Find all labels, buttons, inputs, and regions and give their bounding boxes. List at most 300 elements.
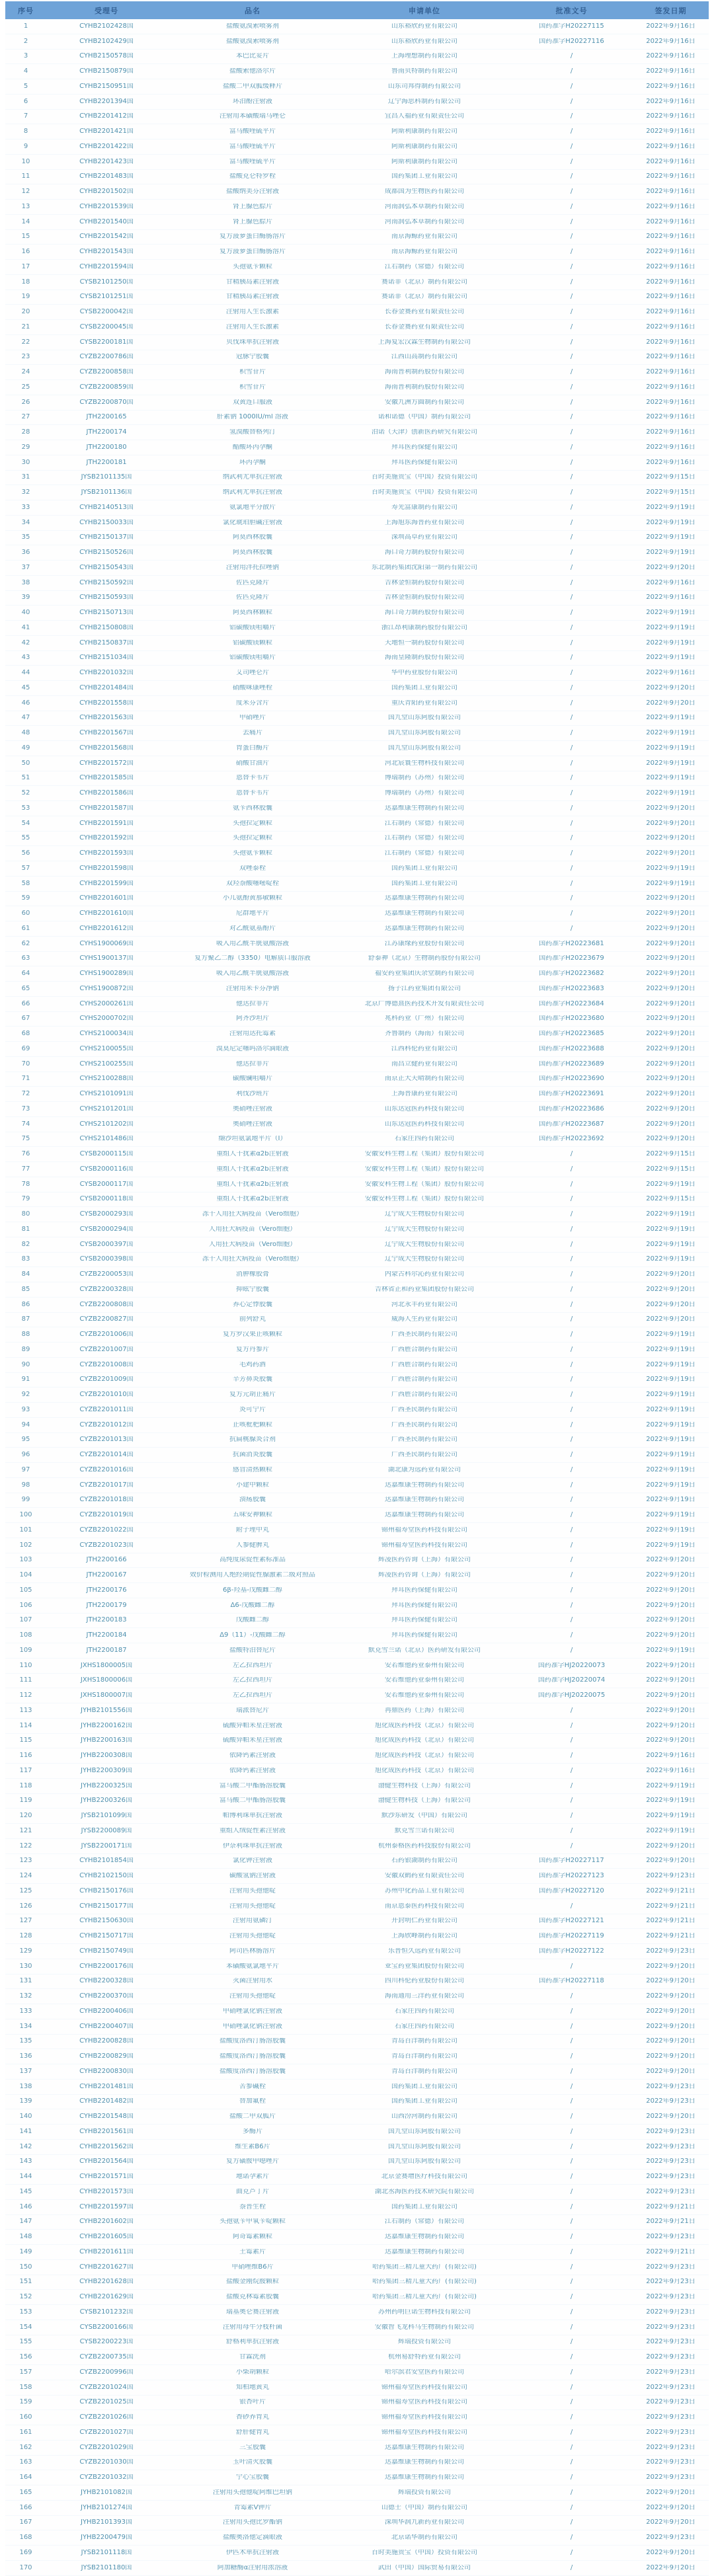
cell-approval-no: / [570, 699, 573, 707]
cell-product-name: 替加氟栓 [239, 2098, 266, 2105]
cell-product-name: 利伐沙班片 [236, 1091, 269, 1098]
cell-product-name: 阿莫西林颗粒 [233, 609, 272, 617]
cell-product-name: 注射用头孢他啶阿维巴坦钠 [213, 2489, 292, 2496]
table-row [5, 2155, 709, 2170]
table-row [5, 1448, 709, 1463]
cell-index: 142 [19, 2143, 32, 2150]
cell-index: 5 [23, 83, 28, 90]
cell-acceptance-no: CYHB2200370国 [79, 1993, 134, 2000]
cell-acceptance-no: CYSB2200042国 [79, 309, 134, 316]
cell-applicant: 北京金赛增医疗科技有限公司 [381, 2173, 467, 2181]
cell-product-name: 盐酸度洛西汀肠溶胶囊 [219, 2038, 286, 2045]
cell-index: 153 [19, 2308, 32, 2316]
cell-applicant: 海南皇隆制药股份有限公司 [385, 654, 464, 662]
cell-approval-no: / [570, 2564, 573, 2571]
cell-applicant: 旭化成医药科技（北京）有限公司 [375, 1752, 474, 1760]
cell-acceptance-no: CYHB2102428国 [79, 22, 134, 30]
cell-product-name: 阿莫西林胶囊 [233, 534, 272, 541]
cell-index: 147 [19, 2218, 32, 2226]
cell-acceptance-no: CYHS2101201国 [79, 1105, 134, 1112]
cell-product-name: 缬沙坦氨氯地平片（Ⅰ） [218, 1136, 287, 1143]
cell-approval-no: / [570, 188, 573, 196]
table-row [5, 1493, 709, 1508]
cell-product-name: 度米芬含片 [236, 699, 269, 707]
cell-approval-no: / [570, 1226, 573, 1233]
cell-product-name: 注射用泮托拉唑钠 [226, 564, 279, 571]
cell-product-name: 抑眩宁胶囊 [236, 1286, 269, 1293]
cell-index: 78 [21, 1181, 30, 1188]
cell-applicant: 安若维他药业泰州有限公司 [385, 1677, 464, 1684]
cell-applicant: 南京海鲸药业有限公司 [391, 249, 457, 256]
table-row [5, 1944, 709, 1959]
cell-approval-no: / [570, 158, 573, 165]
table-row [5, 1508, 709, 1523]
cell-approval-no: 国药准字HJ20220075 [537, 1692, 606, 1699]
cell-approval-no: / [570, 684, 573, 691]
cell-index: 74 [21, 1120, 30, 1128]
cell-index: 61 [21, 925, 30, 932]
cell-issue-date: 2022年9月20日 [646, 1301, 695, 1308]
cell-index: 146 [19, 2203, 32, 2210]
cell-applicant: 上海复宏汉霖生物制药有限公司 [378, 338, 471, 346]
table-row [5, 982, 709, 997]
cell-applicant: 江苏康缘药业股份有限公司 [385, 940, 464, 947]
cell-issue-date: 2022年9月16日 [646, 670, 695, 677]
cell-index: 49 [21, 744, 30, 752]
cell-applicant: 海口奇力制药股份有限公司 [385, 609, 464, 617]
cell-acceptance-no: CYHB2150879国 [79, 68, 134, 75]
cell-issue-date: 2022年9月23日 [646, 2354, 695, 2361]
cell-issue-date: 2022年9月20日 [646, 684, 695, 691]
cell-approval-no: / [570, 835, 573, 842]
cell-acceptance-no: CYHB2150837国 [79, 639, 134, 646]
cell-applicant: 安若维他药业泰州有限公司 [385, 1692, 464, 1699]
cell-issue-date: 2022年9月20日 [646, 2504, 695, 2511]
cell-applicant: 青岛百洋制药有限公司 [391, 2053, 457, 2060]
cell-issue-date: 2022年9月19日 [646, 1361, 695, 1368]
cell-approval-no: / [570, 2008, 573, 2015]
cell-applicant: 达嘉维康生物制药有限公司 [385, 2474, 464, 2481]
cell-applicant: 四川科伦药业股份有限公司 [385, 1978, 464, 1985]
cell-index: 86 [21, 1301, 30, 1308]
cell-product-name: 重组人干扰素α2b注射液 [216, 1181, 289, 1188]
cell-acceptance-no: JYSB2200089国 [81, 1827, 132, 1834]
cell-product-name: 伊匹木单抗注射液 [226, 2549, 279, 2556]
cell-applicant: 辽宁成大生物股份有限公司 [385, 1211, 464, 1218]
cell-applicant: 国药集团工业有限公司 [391, 684, 457, 691]
cell-product-name: 注射用人生长激素 [226, 323, 279, 331]
cell-applicant: 赛诺菲（北京）制药有限公司 [381, 293, 467, 301]
cell-acceptance-no: CYHS2100288国 [79, 1075, 134, 1083]
cell-applicant: 扬子江药业集团有限公司 [388, 985, 461, 992]
table-row [5, 1598, 709, 1614]
cell-product-name: 复方元胡止痛片 [229, 1391, 276, 1399]
cell-approval-no: 国药准字H20223679 [539, 955, 604, 962]
cell-approval-no: / [570, 1542, 573, 1549]
cell-product-name: 双黄连口服液 [233, 399, 272, 406]
cell-index: 80 [21, 1211, 30, 1218]
cell-applicant: 哈尔滨君安堂医药有限公司 [385, 2368, 464, 2376]
cell-approval-no: / [570, 474, 573, 481]
cell-index: 34 [21, 519, 30, 526]
cell-product-name: 土霉素片 [239, 2248, 266, 2255]
cell-product-name: 硝酸咪康唑栓 [233, 684, 272, 691]
cell-applicant: 青岛百洋制药有限公司 [391, 2068, 457, 2075]
cell-approval-no: / [570, 98, 573, 105]
cell-index: 68 [21, 1031, 30, 1038]
cell-applicant: 达嘉维康生物制药有限公司 [385, 910, 464, 917]
table-row [5, 2035, 709, 2050]
cell-index: 138 [19, 2083, 32, 2090]
table-row [5, 2335, 709, 2351]
table-row [5, 230, 709, 245]
cell-acceptance-no: JTH2200176 [86, 1586, 127, 1594]
cell-acceptance-no: CYHB2201598国 [79, 865, 134, 872]
cell-applicant: 石家庄四药有限公司 [395, 1136, 454, 1143]
cell-product-name: 注射用人生长激素 [226, 309, 279, 316]
cell-issue-date: 2022年9月21日 [646, 1933, 695, 1940]
cell-issue-date: 2022年9月23日 [646, 2294, 695, 2301]
cell-applicant: 南京正大天晴制药有限公司 [385, 1075, 464, 1083]
table-row [5, 410, 709, 426]
cell-product-name: 盐酸度洛西汀肠溶胶囊 [219, 2053, 286, 2060]
cell-index: 31 [21, 474, 30, 481]
cell-product-name: 小建中颗粒 [236, 1481, 269, 1489]
cell-product-name: 甲硝唑氯化钠注射液 [223, 2008, 282, 2015]
cell-approval-no: / [570, 2489, 573, 2496]
cell-product-name: 冻干人用狂犬病疫苗（Vero细胞） [202, 1256, 303, 1263]
cell-approval-no: / [570, 654, 573, 662]
cell-acceptance-no: CYHB2150137国 [79, 534, 134, 541]
cell-applicant: 苏州中化药品工业有限公司 [385, 1887, 464, 1894]
cell-issue-date: 2022年9月20日 [646, 699, 695, 707]
cell-acceptance-no: CYHB2201628国 [79, 2279, 134, 2286]
cell-issue-date: 2022年9月21日 [646, 1918, 695, 1925]
table-row [5, 275, 709, 290]
cell-issue-date: 2022年9月20日 [646, 1993, 695, 2000]
cell-approval-no: / [570, 1722, 573, 1729]
cell-index: 129 [19, 1947, 32, 1955]
cell-acceptance-no: CYSB2000397国 [79, 1241, 134, 1248]
cell-issue-date: 2022年9月23日 [646, 2339, 695, 2346]
table-row [5, 561, 709, 576]
cell-approval-no: / [570, 2234, 573, 2241]
cell-index: 14 [21, 218, 30, 225]
cell-index: 28 [21, 429, 30, 436]
cell-applicant: 旭化成医药科技（北京）有限公司 [375, 1767, 474, 1774]
cell-applicant: 拜耳医药保健有限公司 [391, 1617, 457, 1624]
table-row [5, 1463, 709, 1478]
table-row [5, 1929, 709, 1944]
cell-acceptance-no: JYSB2101180国 [81, 2564, 132, 2571]
cell-issue-date: 2022年9月20日 [646, 1015, 695, 1023]
cell-issue-date: 2022年9月20日 [646, 1963, 695, 1970]
cell-issue-date: 2022年9月19日 [646, 775, 695, 782]
table-row [5, 50, 709, 65]
table-row [5, 892, 709, 907]
cell-acceptance-no: CYZB2201008国 [79, 1361, 134, 1368]
cell-issue-date: 2022年9月23日 [646, 1947, 695, 1955]
cell-index: 77 [21, 1165, 30, 1173]
cell-index: 166 [19, 2504, 32, 2511]
cell-applicant: 哈药集团三精儿童大药厂(有限公司) [372, 2279, 477, 2286]
cell-approval-no: / [570, 2128, 573, 2135]
table-row [5, 1854, 709, 1869]
cell-applicant: 上海理想制药有限公司 [391, 53, 457, 60]
cell-acceptance-no: CYHS2101486国 [79, 1136, 134, 1143]
table-row [5, 2080, 709, 2095]
cell-issue-date: 2022年9月16日 [646, 369, 695, 376]
cell-acceptance-no: CYHS2101202国 [79, 1120, 134, 1128]
cell-applicant: 河北永丰药业有限公司 [391, 1301, 457, 1308]
table-row [5, 1042, 709, 1057]
cell-issue-date: 2022年9月20日 [646, 564, 695, 571]
cell-product-name: 舒格利单抗注射液 [226, 2339, 279, 2346]
cell-index: 164 [19, 2474, 32, 2481]
table-row [5, 1824, 709, 1839]
cell-product-name: 注射用头孢比罗酯钠 [223, 2519, 282, 2526]
cell-product-name: 重组人干扰素α2b注射液 [216, 1196, 289, 1203]
cell-approval-no: / [570, 369, 573, 376]
cell-index: 137 [19, 2068, 32, 2075]
cell-approval-no: / [570, 624, 573, 631]
cell-issue-date: 2022年9月20日 [646, 1316, 695, 1323]
cell-approval-no: / [570, 579, 573, 586]
cell-index: 149 [19, 2248, 32, 2255]
cell-issue-date: 2022年9月20日 [646, 1842, 695, 1850]
cell-approval-no: / [570, 1481, 573, 1489]
cell-approval-no: / [570, 383, 573, 391]
cell-issue-date: 2022年9月23日 [646, 1873, 695, 1880]
cell-issue-date: 2022年9月16日 [646, 158, 695, 165]
cell-index: 9 [23, 143, 28, 150]
cell-index: 112 [19, 1692, 32, 1699]
cell-issue-date: 2022年9月20日 [646, 1120, 695, 1128]
cell-product-name: 阿加糖酶α注射用浓溶液 [217, 2564, 288, 2571]
table-row [5, 1809, 709, 1824]
cell-acceptance-no: CYHB2201629国 [79, 2294, 134, 2301]
cell-acceptance-no: CYHB2150033国 [79, 519, 134, 526]
cell-index: 24 [21, 369, 30, 376]
cell-applicant: 海南通用三洋药业有限公司 [385, 1993, 464, 2000]
cell-product-name: 炎可宁片 [239, 1406, 266, 1413]
cell-applicant: 江右制药（常德）有限公司 [385, 835, 464, 842]
cell-approval-no: / [570, 1767, 573, 1774]
cell-approval-no: 国药准字H20227117 [539, 1857, 604, 1865]
cell-index: 59 [21, 895, 30, 902]
table-row [5, 2546, 709, 2561]
table-row [5, 1914, 709, 1930]
cell-index: 84 [21, 1271, 30, 1278]
cell-issue-date: 2022年9月23日 [646, 2429, 695, 2436]
cell-applicant: 阿斯利康制药有限公司 [391, 128, 457, 136]
cell-applicant: 旭化成医药科技（北京）有限公司 [375, 1737, 474, 1744]
cell-acceptance-no: CYHB2150592国 [79, 579, 134, 586]
cell-applicant: 国药集团工业有限公司 [391, 173, 457, 180]
cell-acceptance-no: CYHB2201593国 [79, 850, 134, 857]
table-row [5, 1748, 709, 1764]
cell-index: 54 [21, 820, 30, 827]
cell-issue-date: 2022年9月19日 [646, 744, 695, 752]
cell-applicant: 安徽九洲方圆制药有限公司 [385, 399, 464, 406]
table-row [5, 471, 709, 486]
cell-applicant: 阿斯利康制药有限公司 [391, 158, 457, 165]
table-row [5, 2530, 709, 2546]
cell-approval-no: / [570, 1512, 573, 1519]
cell-index: 111 [19, 1677, 32, 1684]
cell-acceptance-no: CYZB2200053国 [79, 1271, 134, 1278]
cell-issue-date: 2022年9月21日 [646, 1902, 695, 1910]
table-row [5, 1177, 709, 1192]
cell-approval-no: / [570, 534, 573, 541]
cell-issue-date: 2022年9月16日 [646, 579, 695, 586]
cell-applicant: 江西山高制药有限公司 [391, 354, 457, 361]
cell-index: 12 [21, 188, 30, 196]
cell-product-name: 富马酸喹硫平片 [229, 158, 276, 165]
cell-product-name: 富马酸喹硫平片 [229, 143, 276, 150]
cell-acceptance-no: CYHB2201592国 [79, 835, 134, 842]
cell-applicant: 浙江昂利康制药股份有限公司 [381, 624, 467, 631]
cell-approval-no: / [570, 2098, 573, 2105]
cell-index: 29 [21, 444, 30, 451]
cell-issue-date: 2022年9月20日 [646, 1136, 695, 1143]
cell-approval-no: / [570, 1286, 573, 1293]
cell-applicant: 锦州福寿堂医药科技有限公司 [381, 2429, 467, 2436]
cell-applicant: 国药集团工业有限公司 [391, 2203, 457, 2210]
cell-issue-date: 2022年9月19日 [646, 1526, 695, 1534]
cell-index: 155 [19, 2339, 32, 2346]
cell-index: 4 [23, 68, 28, 75]
cell-product-name: 玉叶清火胶囊 [233, 2459, 272, 2466]
cell-issue-date: 2022年9月23日 [646, 2234, 695, 2241]
cell-product-name: 戊酸雌二醇 [236, 1617, 269, 1624]
col-header-product-name: 品名 [245, 6, 260, 15]
cell-acceptance-no: CYZB2201032国 [79, 2474, 134, 2481]
table-row [5, 2019, 709, 2035]
table-row [5, 621, 709, 636]
cell-approval-no: / [570, 354, 573, 361]
col-header-applicant: 申请单位 [409, 6, 440, 15]
table-row [5, 1132, 709, 1148]
table-row [5, 2470, 709, 2485]
cell-index: 6 [23, 98, 28, 105]
cell-acceptance-no: CYHB2201563国 [79, 715, 134, 722]
cell-issue-date: 2022年9月20日 [646, 1737, 695, 1744]
table-row [5, 846, 709, 861]
cell-index: 11 [21, 173, 30, 180]
cell-applicant: 南京恩泰医药科技有限公司 [385, 1902, 464, 1910]
cell-product-name: 抗扁桃腺炎合剂 [229, 1436, 276, 1444]
cell-applicant: 安徽双鹤药业有限责任公司 [385, 1873, 464, 1880]
table-row [5, 2350, 709, 2365]
cell-applicant: 山东达冠医药科技有限公司 [385, 1120, 464, 1128]
table-row [5, 2365, 709, 2380]
cell-applicant: 默沙东研发（中国）有限公司 [381, 1813, 467, 1820]
cell-issue-date: 2022年9月16日 [646, 98, 695, 105]
cell-acceptance-no: CYSB2000293国 [79, 1211, 134, 1218]
table-row [5, 1989, 709, 2004]
cell-issue-date: 2022年9月23日 [646, 2444, 695, 2451]
cell-approval-no: / [570, 1376, 573, 1384]
cell-acceptance-no: CYZB2201016国 [79, 1466, 134, 1473]
cell-approval-no: / [570, 2308, 573, 2316]
table-row [5, 19, 709, 34]
cell-index: 119 [19, 1797, 32, 1805]
cell-issue-date: 2022年9月20日 [646, 1978, 695, 1985]
table-row [5, 365, 709, 380]
cell-issue-date: 2022年9月20日 [646, 1617, 695, 1624]
cell-product-name: 盐酸二甲双胍缓释片 [223, 83, 282, 90]
cell-product-name: 左乙拉西坦片 [233, 1692, 272, 1699]
table-row [5, 1869, 709, 1884]
cell-index: 117 [19, 1767, 32, 1774]
cell-applicant: 山西汾河制药有限公司 [391, 2113, 457, 2121]
cell-index: 44 [21, 670, 30, 677]
cell-issue-date: 2022年9月19日 [646, 1813, 695, 1820]
cell-approval-no: / [570, 2188, 573, 2195]
cell-issue-date: 2022年9月16日 [646, 354, 695, 361]
cell-product-name: 醋酸环丙孕酮 [233, 444, 272, 451]
cell-acceptance-no: CYSB2101250国 [79, 278, 134, 286]
cell-acceptance-no: CYHB2201423国 [79, 158, 134, 165]
cell-product-name: 甘精胰岛素注射液 [226, 278, 279, 286]
cell-issue-date: 2022年9月19日 [646, 1797, 695, 1805]
cell-approval-no: / [570, 519, 573, 526]
cell-index: 35 [21, 534, 30, 541]
cell-applicant: 辉瑞投资有限公司 [398, 2339, 451, 2346]
cell-issue-date: 2022年9月16日 [646, 594, 695, 602]
cell-applicant: 百时美施贵宝（中国）投资有限公司 [372, 474, 477, 481]
cell-index: 82 [21, 1241, 30, 1248]
cell-issue-date: 2022年9月16日 [646, 233, 695, 241]
cell-approval-no: / [570, 2323, 573, 2331]
cell-product-name: 冻干人用狂犬病疫苗（Vero细胞） [202, 1211, 303, 1218]
table-row [5, 139, 709, 155]
cell-approval-no: / [570, 1361, 573, 1368]
table-row [5, 1734, 709, 1749]
cell-product-name: 奥硝唑注射液 [233, 1105, 272, 1112]
cell-index: 55 [21, 835, 30, 842]
table-row [5, 1568, 709, 1583]
cell-applicant: 旭化成医药科技（北京）有限公司 [375, 1722, 474, 1729]
cell-approval-no: / [570, 1316, 573, 1323]
cell-acceptance-no: CYHB2201597国 [79, 2203, 134, 2210]
cell-product-name: 积雪苷片 [239, 369, 266, 376]
cell-acceptance-no: CYHS2100055国 [79, 1045, 134, 1052]
cell-applicant: 辽宁成大生物股份有限公司 [385, 1256, 464, 1263]
cell-applicant: 泊诺（天津）创新医药研究有限公司 [372, 429, 477, 436]
cell-index: 36 [21, 549, 30, 557]
table-row [5, 1222, 709, 1237]
cell-applicant: 阿斯利康制药有限公司 [391, 143, 457, 150]
cell-approval-no: / [570, 1165, 573, 1173]
cell-approval-no: 国药准字H20223688 [539, 1045, 604, 1052]
cell-acceptance-no: CYSB2200166国 [79, 2323, 134, 2331]
table-row [5, 2305, 709, 2320]
cell-approval-no: 国药准字H20223681 [539, 940, 604, 947]
cell-issue-date: 2022年9月19日 [646, 1181, 695, 1188]
cell-approval-no: / [570, 549, 573, 557]
table-row [5, 1147, 709, 1162]
table-row [5, 1327, 709, 1343]
cell-approval-no: / [570, 730, 573, 737]
cell-acceptance-no: JXHS1800007国 [80, 1692, 133, 1699]
cell-product-name: 纳武利尤单抗注射液 [223, 489, 282, 496]
cell-issue-date: 2022年9月16日 [646, 218, 695, 225]
cell-approval-no: / [570, 2459, 573, 2466]
cell-index: 48 [21, 730, 30, 737]
cell-approval-no: / [570, 444, 573, 451]
